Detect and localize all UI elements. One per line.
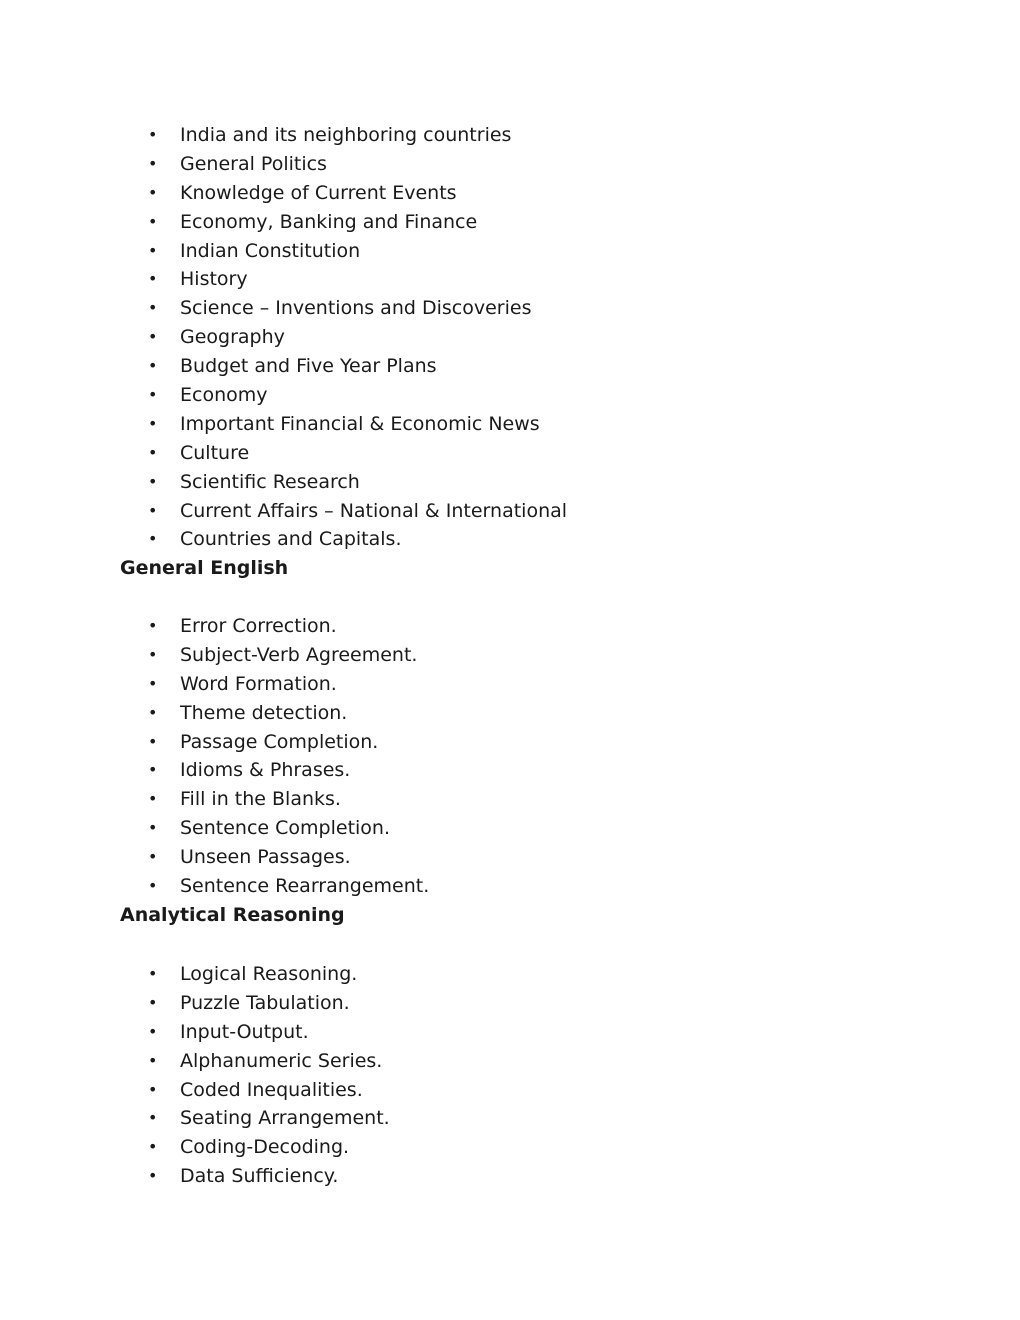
bullet-icon: •	[148, 500, 158, 520]
list-item-text: Passage Completion.	[180, 730, 379, 753]
bullet-icon: •	[148, 1079, 158, 1099]
bullet-icon: •	[148, 644, 158, 664]
list-item-text: Budget and Five Year Plans	[180, 355, 437, 378]
bullet-icon: •	[148, 1021, 158, 1041]
bullet-icon: •	[148, 298, 158, 318]
bullet-icon: •	[148, 702, 158, 722]
bullet-icon: •	[148, 876, 158, 896]
bullet-icon: •	[148, 760, 158, 780]
list-item-text: Error Correction.	[180, 615, 337, 637]
list-item-text: Data Sufficiency.	[180, 1165, 339, 1188]
list-item-text: Unseen Passages.	[180, 846, 351, 869]
list-item-text: Sentence Completion.	[180, 817, 391, 840]
list-item-text: Alphanumeric Series.	[180, 1049, 383, 1072]
bullet-icon: •	[148, 240, 158, 260]
list-item-text: Subject-Verb Agreement.	[180, 643, 418, 666]
list-item-text: Word Formation.	[180, 672, 337, 695]
bullet-icon: •	[148, 211, 158, 231]
bullet-icon: •	[148, 471, 158, 491]
list-item-text: Logical Reasoning.	[180, 963, 358, 985]
list-item-text: Culture	[180, 441, 250, 464]
bullet-icon: •	[148, 269, 158, 289]
bullet-icon: •	[148, 731, 158, 751]
bullet-icon: •	[148, 356, 158, 376]
bullet-icon: •	[148, 992, 158, 1012]
list-item-text: Fill in the Blanks.	[180, 788, 341, 811]
bullet-icon: •	[148, 182, 158, 202]
list-item-text: Idioms & Phrases.	[180, 759, 351, 782]
bullet-icon: •	[148, 847, 158, 867]
bullet-icon: •	[148, 616, 158, 635]
list-item-text: Coding-Decoding.	[180, 1136, 350, 1159]
bullet-icon: •	[148, 327, 158, 347]
bullet-icon: •	[148, 1166, 158, 1186]
bullet-icon: •	[148, 818, 158, 838]
bullet-icon: •	[148, 1108, 158, 1128]
list-item-text: Indian Constitution	[180, 239, 361, 262]
list-item-text: Geography	[180, 326, 285, 349]
list-item-text: Knowledge of Current Events	[180, 181, 457, 204]
list-item-text: India and its neighboring countries	[180, 124, 512, 146]
bullet-icon: •	[148, 153, 158, 173]
list-item-text: Input-Output.	[180, 1020, 309, 1043]
list-item-text: Countries and Capitals.	[180, 528, 402, 551]
list-item-text: Current Affairs – National & International	[180, 499, 568, 522]
bullet-icon: •	[148, 1050, 158, 1070]
list-item-text: Puzzle Tabulation.	[180, 991, 350, 1014]
list-item-text: Seating Arrangement.	[180, 1107, 390, 1130]
list-item-text: General Politics	[180, 152, 327, 175]
bullet-icon: •	[148, 413, 158, 433]
bullet-icon: •	[148, 1137, 158, 1157]
bullet-icon: •	[148, 529, 158, 549]
list-item-text: Science – Inventions and Discoveries	[180, 297, 532, 320]
bullet-icon: •	[148, 442, 158, 462]
list-item-text: Theme detection.	[180, 701, 348, 724]
list-item-text: Economy	[180, 384, 268, 407]
list-item-text: History	[180, 268, 248, 291]
list-item-text: Important Financial & Economic News	[180, 412, 540, 435]
general-english-heading: General English	[120, 557, 289, 579]
list-item-text: Scientific Research	[180, 470, 360, 493]
analytical-reasoning-heading: Analytical Reasoning	[120, 904, 345, 926]
bullet-icon: •	[148, 964, 158, 983]
bullet-icon: •	[148, 385, 158, 405]
bullet-icon: •	[148, 673, 158, 693]
bullet-icon: •	[148, 125, 158, 144]
list-item-text: Economy, Banking and Finance	[180, 210, 478, 233]
bullet-icon: •	[148, 789, 158, 809]
list-item-text: Coded Inequalities.	[180, 1078, 363, 1101]
list-item-text: Sentence Rearrangement.	[180, 875, 430, 898]
